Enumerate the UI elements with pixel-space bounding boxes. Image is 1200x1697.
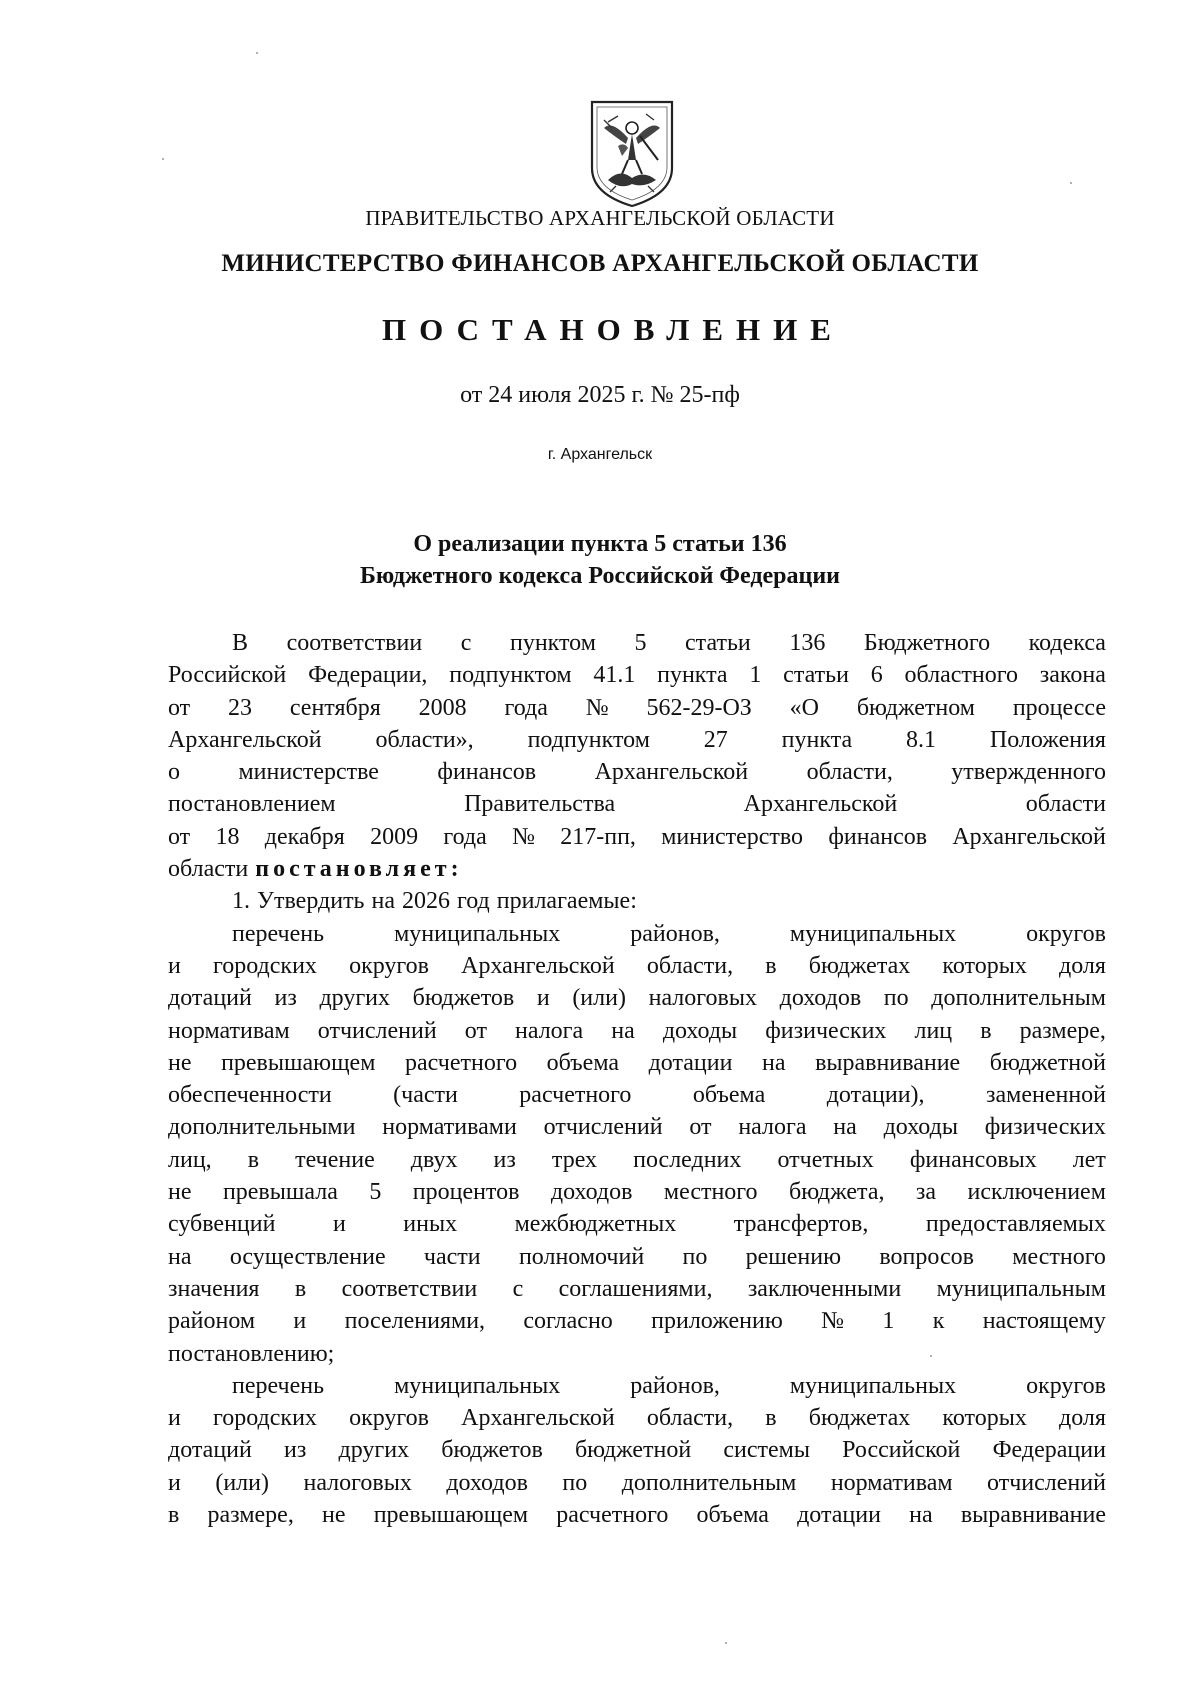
body-word: (или) (215, 1469, 269, 1496)
body-word: нормативами (382, 1114, 517, 1141)
body-word: Правительства (464, 791, 616, 818)
document-city: г. Архангельск (547, 446, 653, 463)
body-word: кодекса (1028, 630, 1106, 656)
body-word: течение (295, 1146, 375, 1173)
body-word: (или) (572, 985, 626, 1012)
body-word: поселениями, (344, 1308, 486, 1335)
body-word: 18 (215, 823, 240, 850)
body-word: предоставляемых (925, 1211, 1106, 1238)
body-word: доходов (550, 1179, 633, 1206)
body-word: к (932, 1308, 945, 1335)
body-word: местного (663, 1179, 758, 1206)
body-line (168, 1305, 1106, 1337)
body-line (168, 692, 1106, 724)
document-type: ПОСТАНОВЛЕНИЕ (382, 312, 844, 347)
body-word: закона (1039, 662, 1106, 689)
body-word: Архангельской (461, 952, 615, 979)
body-line (168, 1208, 1106, 1240)
body-line (168, 724, 1106, 756)
body-word: муниципальных (394, 920, 561, 947)
body-word: перечень (232, 1372, 325, 1399)
body-word: в (765, 952, 777, 979)
body-word: исключением (967, 1179, 1106, 1206)
body-word: настоящему (982, 1308, 1106, 1335)
body-word: муниципальным (936, 1275, 1106, 1302)
body-word: городских (213, 952, 317, 979)
body-line (168, 821, 1106, 853)
body-word: других (319, 985, 391, 1012)
body-word: районом (168, 1308, 256, 1335)
body-word: округов (349, 1405, 429, 1432)
body-word: «О (789, 694, 819, 721)
body-word: значения (168, 1275, 260, 1302)
body-word: области, (646, 1405, 734, 1432)
body-word: Архангельской (168, 726, 322, 753)
body-word: муниципальных (789, 1372, 957, 1399)
body-line (168, 1370, 1106, 1402)
body-word: последних (633, 1146, 742, 1173)
body-word: дотации (797, 1502, 881, 1529)
body-word: лет (1072, 1146, 1106, 1173)
body-word: на (168, 1243, 192, 1270)
body-line (168, 1338, 1106, 1370)
scan-speck (725, 1642, 727, 1644)
body-word: в (247, 1146, 260, 1173)
body-word: отчислений (987, 1469, 1106, 1496)
body-word: налога (738, 1114, 807, 1141)
subject-line-2: Бюджетного кодекса Российской Федерации (359, 563, 840, 589)
body-word: превышающем (221, 1049, 376, 1076)
body-line (168, 1273, 1106, 1305)
body-line (168, 1241, 1106, 1273)
body-word: 41.1 (593, 662, 636, 689)
body-word: трех (551, 1146, 598, 1173)
body-word: 136 (789, 630, 826, 656)
body-word: объема (696, 1502, 769, 1529)
body-word: налоговых (648, 985, 757, 1012)
body-word: постановлением (168, 791, 336, 818)
body-word: осуществление (229, 1243, 386, 1270)
body-word: подпунктом (449, 662, 572, 689)
body-word: выравнивание (815, 1049, 961, 1076)
body-line (168, 659, 1106, 691)
body-line (168, 1499, 1106, 1531)
scan-speck (1070, 182, 1072, 184)
body-word: трансфертов, (733, 1211, 869, 1238)
body-word: в (294, 1275, 307, 1302)
body-word: приложению (651, 1308, 783, 1335)
body-line (168, 885, 1106, 917)
body-word: дополнительными (168, 1114, 356, 1141)
body-word: бюджета, (788, 1179, 885, 1206)
body-word: дотации), (826, 1082, 925, 1109)
body-word: 2008 (418, 694, 467, 721)
decree-word: постановляет: (255, 856, 463, 883)
body-word: Положения (989, 726, 1106, 753)
body-word: муниципальных (789, 920, 957, 947)
body-word: дотаций (168, 1437, 252, 1464)
body-word: двух (410, 1146, 458, 1173)
body-word: с (460, 630, 472, 656)
body-word: Архангельской (952, 823, 1106, 850)
body-word: превышала (222, 1179, 338, 1206)
body-word: муниципальных (394, 1372, 561, 1399)
body-word: с (512, 1275, 524, 1302)
body-word: 217-пп, (560, 823, 636, 850)
body-line (168, 788, 1106, 820)
body-word: иных (403, 1211, 458, 1238)
body-word: 562-29-ОЗ (646, 694, 752, 721)
body-line (168, 1176, 1106, 1208)
coat-of-arms-emblem-icon (588, 98, 676, 210)
body-word: размере, (1019, 1017, 1106, 1044)
body-word: финансовых (909, 1146, 1037, 1173)
body-word: года (504, 694, 548, 721)
body-word: подпунктом (527, 726, 650, 753)
body-word: области, (806, 759, 893, 786)
body-word: в (765, 1405, 777, 1432)
body-word: В (232, 630, 249, 656)
body-word: от (168, 823, 191, 850)
body-line (168, 1144, 1106, 1176)
body-word: других (338, 1437, 410, 1464)
body-word: и (168, 1405, 181, 1432)
body-word: от (464, 1017, 487, 1044)
body-word: отчислений (543, 1114, 663, 1141)
subject-line-1: О реализации пункта 5 статьи 136 (413, 531, 787, 557)
body-word: области (1025, 791, 1106, 818)
body-word: 23 (228, 694, 253, 721)
body-word: дотаций (168, 985, 252, 1012)
body-word: Утвердить (257, 888, 365, 915)
body-word: 2009 (370, 823, 419, 850)
body-word: министерстве (238, 759, 379, 786)
body-word: Архангельской (461, 1405, 615, 1432)
body-word: вопросов (879, 1243, 974, 1270)
body-word: расчетного (519, 1082, 632, 1109)
body-word: и (168, 952, 181, 979)
body-word: бюджетной (989, 1049, 1106, 1076)
body-word: сентября (289, 694, 381, 721)
body-word: объема (692, 1082, 766, 1109)
body-word: объема (546, 1049, 620, 1076)
body-word: соответствии (286, 630, 423, 656)
body-word: декабря (264, 823, 345, 850)
body-word: бюджетах (808, 952, 911, 979)
body-word: и (293, 1308, 307, 1335)
body-word: Федерации, (308, 662, 428, 689)
body-word: министерство (661, 823, 804, 850)
document-subject (0, 528, 1200, 592)
body-line (168, 1079, 1106, 1111)
body-word: прилагаемые: (496, 888, 637, 915)
body-word: налога (515, 1017, 584, 1044)
body-word: в (168, 1502, 180, 1529)
body-word: № (821, 1308, 844, 1335)
body-word: на (611, 1017, 635, 1044)
body-line (168, 1047, 1106, 1079)
body-line (168, 950, 1106, 982)
body-line (168, 627, 1106, 659)
body-word: перечень (232, 920, 325, 947)
body-line (168, 1015, 1106, 1047)
body-word: доходов (779, 985, 862, 1012)
body-word: отчетных (777, 1146, 874, 1173)
body-word: статьи (783, 662, 849, 689)
body-word: системы (723, 1437, 810, 1464)
body-word: лиц (914, 1017, 953, 1044)
body-word: финансов (437, 759, 537, 786)
body-word: из (493, 1146, 516, 1173)
body-word: в (980, 1017, 992, 1044)
body-word: не (168, 1049, 192, 1076)
body-word: не (168, 1179, 192, 1206)
body-word: о (168, 759, 180, 786)
document-date-number: от 24 июля 2025 г. № 25-пф (460, 382, 740, 408)
body-word: год (457, 888, 490, 915)
body-word: пункта (657, 662, 728, 689)
body-word: от (168, 694, 191, 721)
body-line (168, 1402, 1106, 1434)
body-word: полномочий (518, 1243, 645, 1270)
body-line-decree (168, 853, 1106, 885)
body-word: 6 (870, 662, 883, 689)
body-word: решению (745, 1243, 842, 1270)
body-word: года (443, 823, 487, 850)
body-word: Архангельской (743, 791, 898, 818)
body-word: по (682, 1243, 708, 1270)
body-word: из (284, 1437, 307, 1464)
body-word: превышающем (373, 1502, 529, 1529)
body-word: городских (213, 1405, 317, 1432)
body-word: районов, (630, 1372, 720, 1399)
body-word: 1 (882, 1308, 895, 1335)
body-word: размере, (207, 1502, 294, 1529)
body-word: расчетного (556, 1502, 669, 1529)
body-word: 5 (634, 630, 647, 656)
body-word: № (585, 694, 609, 721)
body-word: отчислений (317, 1017, 437, 1044)
body-word: согласно (523, 1308, 613, 1335)
document-body (168, 627, 1106, 1531)
body-word: 2026 (402, 888, 450, 915)
body-word: не (322, 1502, 346, 1529)
body-word: из (274, 985, 297, 1012)
body-word: районов, (630, 920, 720, 947)
scan-speck (162, 158, 164, 160)
body-word: на (909, 1502, 933, 1529)
body-word: заключенными (747, 1275, 902, 1302)
body-line (168, 1467, 1106, 1499)
body-word: доходы (662, 1017, 738, 1044)
body-word: межбюджетных (514, 1211, 677, 1238)
body-word: постановлению; (168, 1340, 335, 1367)
body-word: замененной (986, 1082, 1106, 1109)
body-word: нормативам (168, 1017, 290, 1044)
body-word: округов (349, 952, 429, 979)
body-word: за (915, 1179, 937, 1206)
body-word: пункта (781, 726, 853, 753)
body-word: статьи (685, 630, 751, 656)
body-word: № (512, 823, 535, 850)
body-word: обеспеченности (168, 1082, 332, 1109)
body-word: части (423, 1243, 481, 1270)
body-word: местного (1012, 1243, 1106, 1270)
body-word: на (762, 1049, 786, 1076)
body-word: по (883, 985, 909, 1012)
body-word: округов (1026, 1372, 1106, 1399)
body-word: Федерации (992, 1437, 1106, 1464)
scan-speck (930, 1355, 932, 1357)
body-word: 5 (369, 1179, 382, 1206)
body-word: доля (1058, 1405, 1106, 1432)
body-word: налоговых (303, 1469, 412, 1496)
body-word: на (833, 1114, 857, 1141)
body-word: соглашениями, (558, 1275, 713, 1302)
body-word: 27 (703, 726, 728, 753)
body-word: дополнительным (621, 1469, 797, 1496)
body-word: выравнивание (960, 1502, 1106, 1529)
body-line (168, 918, 1106, 950)
body-word: пунктом (509, 630, 596, 656)
scan-speck (256, 52, 258, 54)
body-word: Российской (168, 662, 287, 689)
body-word: (части (393, 1082, 458, 1109)
body-word: по (562, 1469, 588, 1496)
body-word: доходов (446, 1469, 528, 1496)
body-word: бюджетов (441, 1437, 543, 1464)
body-word: процессе (1012, 694, 1106, 721)
body-word: на (371, 888, 395, 915)
body-word: бюджетной (574, 1437, 692, 1464)
body-word: которых (942, 952, 1027, 979)
body-line (168, 982, 1106, 1014)
body-word: Архангельской (594, 759, 749, 786)
body-word: округов (1026, 920, 1106, 947)
body-word: 1 (749, 662, 762, 689)
body-word: областного (904, 662, 1018, 689)
body-word: области, (646, 952, 734, 979)
government-title: ПРАВИТЕЛЬСТВО АРХАНГЕЛЬСКОЙ ОБЛАСТИ (365, 206, 835, 230)
body-word: области», (375, 726, 474, 753)
body-word: финансов (828, 823, 928, 850)
body-line (168, 756, 1106, 788)
body-word: доля (1058, 952, 1106, 979)
body-word: которых (942, 1405, 1027, 1432)
body-word: процентов (412, 1179, 520, 1206)
body-word: 1. (232, 888, 250, 915)
body-word: бюджетном (856, 694, 975, 721)
body-word: физических (984, 1114, 1106, 1141)
body-word: бюджетах (808, 1405, 911, 1432)
body-word: и (536, 985, 550, 1012)
body-word: лиц, (168, 1146, 212, 1173)
body-word: расчетного (404, 1049, 518, 1076)
body-word: нормативам (830, 1469, 953, 1496)
body-line (168, 1434, 1106, 1466)
body-word: от (689, 1114, 712, 1141)
body-word: соответствии (341, 1275, 478, 1302)
body-word: доходы (883, 1114, 958, 1141)
body-word: и (168, 1469, 181, 1496)
decree-prefix: области (168, 856, 249, 883)
body-word: утвержденного (951, 759, 1106, 786)
body-word: физических (765, 1017, 887, 1044)
body-word: дополнительным (931, 985, 1106, 1012)
body-word: дотации (648, 1049, 733, 1076)
body-word: 8.1 (906, 726, 937, 753)
body-word: субвенций (168, 1211, 276, 1238)
ministry-title: МИНИСТЕРСТВО ФИНАНСОВ АРХАНГЕЛЬСКОЙ ОБЛАСТИ (221, 250, 979, 277)
body-line (168, 1111, 1106, 1143)
body-word: Российской (842, 1437, 961, 1464)
body-word: и (332, 1211, 346, 1238)
body-word: Бюджетного (863, 630, 991, 656)
body-word: бюджетов (412, 985, 515, 1012)
